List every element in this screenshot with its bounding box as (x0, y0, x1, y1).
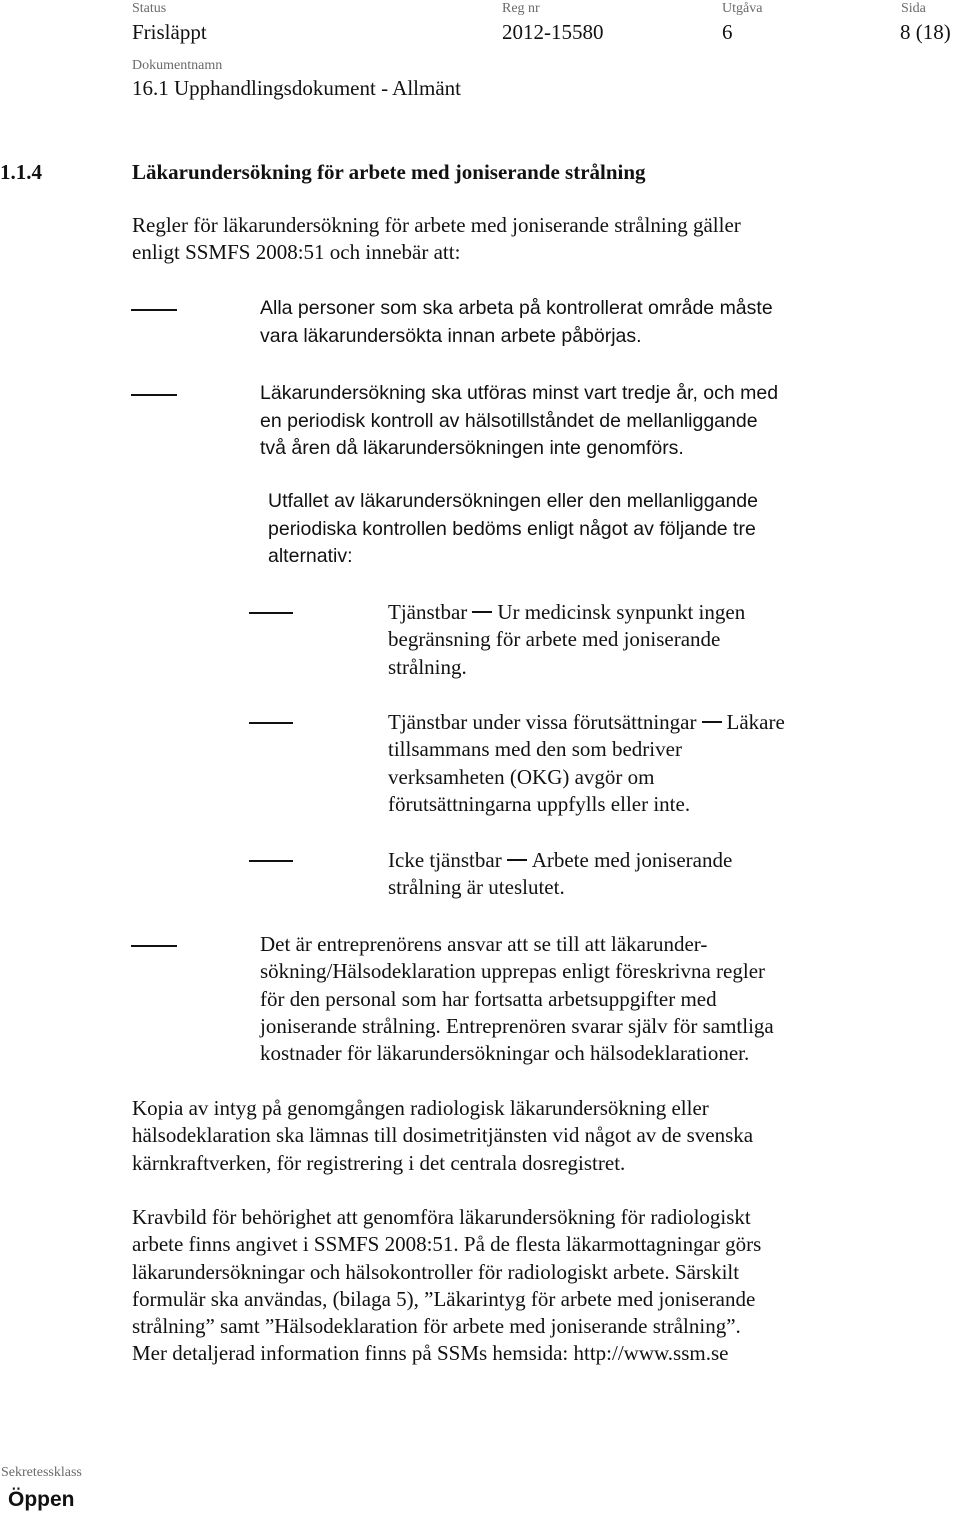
sub-bullet-term: Tjänstbar (388, 600, 468, 624)
intro-paragraph (132, 212, 741, 267)
sida-value: 8 (18) (900, 20, 951, 44)
bullet-line: joniserande strålning. Entreprenören svarar själv för samtliga (260, 1013, 774, 1038)
bullet-line: Alla personer som ska arbeta på kontrollerat område måste (260, 297, 773, 319)
utgava-value: 6 (722, 20, 733, 44)
docname-label: Dokumentnamn (132, 58, 223, 73)
paragraph-line: läkarundersökningar och hälsokontroller för radiologiskt arbete. Särskilt (132, 1259, 740, 1284)
sub-bullet-line: Läkare (726, 710, 785, 734)
classification-label: Sekretessklass (1, 1465, 82, 1480)
outcome-line: periodiska kontrollen bedöms enligt något av följande tre (268, 517, 756, 540)
sub-bullet-dash (249, 722, 293, 724)
docname-value: 16.1 Upphandlingsdokument - Allmänt (132, 76, 461, 100)
sub-bullet-dash (249, 612, 293, 614)
sub-bullet-term: Icke tjänstbar (388, 848, 502, 872)
kravbild-paragraph (132, 1204, 761, 1368)
sub-bullet-line: strålning är uteslutet. (388, 875, 565, 900)
bullet-line: sökning/Hälsodeklaration upprepas enligt föreskrivna regler (260, 959, 766, 984)
sub-bullet-line: verksamheten (OKG) avgör om (388, 764, 655, 789)
sub-bullet-line: förutsättningarna uppfylls eller inte. (388, 791, 691, 816)
paragraph-line: strålning” samt ”Hälsodeklaration för arbete med joniserande strålning”. (132, 1314, 741, 1339)
section-title: Läkarundersökning för arbete med joniserande strålning (132, 160, 646, 184)
bullet-dash (131, 945, 177, 947)
bullet-line: två åren då läkarundersökningen inte genomförs. (260, 437, 684, 459)
regnr-value: 2012-15580 (502, 20, 604, 44)
paragraph-line: Kravbild för behörighet att genomföra läkarundersökning för radiologiskt (132, 1205, 751, 1229)
status-label: Status (132, 1, 167, 16)
inline-dash (702, 721, 722, 723)
status-value: Frisläppt (132, 20, 207, 44)
sub-bullet-line: Ur medicinsk synpunkt ingen (497, 600, 746, 624)
inline-dash (507, 859, 527, 861)
section-number: 1.1.4 (0, 160, 42, 184)
sub-bullet-dash (249, 860, 293, 862)
bullet-line: Läkarundersökning ska utföras minst vart tredje år, och med (260, 382, 779, 404)
sub-bullet-line: tillsammans med den som bedriver (388, 737, 682, 762)
bullet-item (260, 380, 778, 463)
bullet-line: vara läkarundersökta innan arbete påbörjas. (260, 324, 642, 347)
sub-bullet-item (388, 709, 785, 818)
paragraph-line: Mer detaljerad information finns på SSMs hemsida: http://www.ssm.se (132, 1341, 729, 1366)
bullet-line: kostnader för läkarundersökningar och hälsodeklarationer. (260, 1041, 750, 1066)
sub-bullet-line: begränsning för arbete med joniserande (388, 627, 721, 652)
paragraph-line: hälsodeklaration ska lämnas till dosimetritjänsten vid något av de svenska (132, 1123, 754, 1148)
utgava-label: Utgåva (722, 1, 763, 16)
classification-value: Öppen (8, 1488, 75, 1511)
paragraph-line: kärnkraftverken, för registrering i det centrala dosregistret. (132, 1150, 626, 1175)
bullet-item (260, 295, 773, 350)
paragraph-line: formulär ska användas, (bilaga 5), ”Läkarintyg för arbete med joniserande (132, 1286, 756, 1311)
sida-label: Sida (901, 1, 926, 16)
paragraph-line: Kopia av intyg på genomgången radiologisk läkarundersökning eller (132, 1096, 709, 1120)
sub-bullet-line: strålning. (388, 654, 467, 679)
sub-bullet-item (388, 599, 745, 681)
regnr-label: Reg nr (502, 1, 540, 16)
bullet-line: Det är entreprenörens ansvar att se till att läkarunder- (260, 932, 708, 956)
intro-line: Regler för läkarundersökning för arbete med joniserande strålning gäller (132, 213, 741, 237)
paragraph-line: arbete finns angivet i SSMFS 2008:51. På de flesta läkarmottagningar görs (132, 1232, 762, 1257)
sub-bullet-line: Arbete med joniserande (531, 848, 733, 872)
sub-bullet-item (388, 847, 732, 902)
inline-dash (472, 611, 492, 613)
bullet-item (260, 931, 774, 1067)
outcome-paragraph (268, 488, 758, 571)
outcome-line: Utfallet av läkarundersökningen eller den mellanliggande (268, 490, 758, 512)
sub-bullet-term: Tjänstbar under vissa förutsättningar (388, 710, 697, 734)
copy-paragraph (132, 1095, 753, 1177)
intro-line: enligt SSMFS 2008:51 och innebär att: (132, 240, 461, 265)
outcome-line: alternativ: (268, 545, 353, 567)
bullet-dash (131, 309, 177, 311)
bullet-dash (131, 394, 177, 396)
bullet-line: för den personal som har fortsatta arbetsuppgifter med (260, 986, 717, 1011)
bullet-line: en periodisk kontroll av hälsotillståndet de mellanliggande (260, 409, 758, 432)
